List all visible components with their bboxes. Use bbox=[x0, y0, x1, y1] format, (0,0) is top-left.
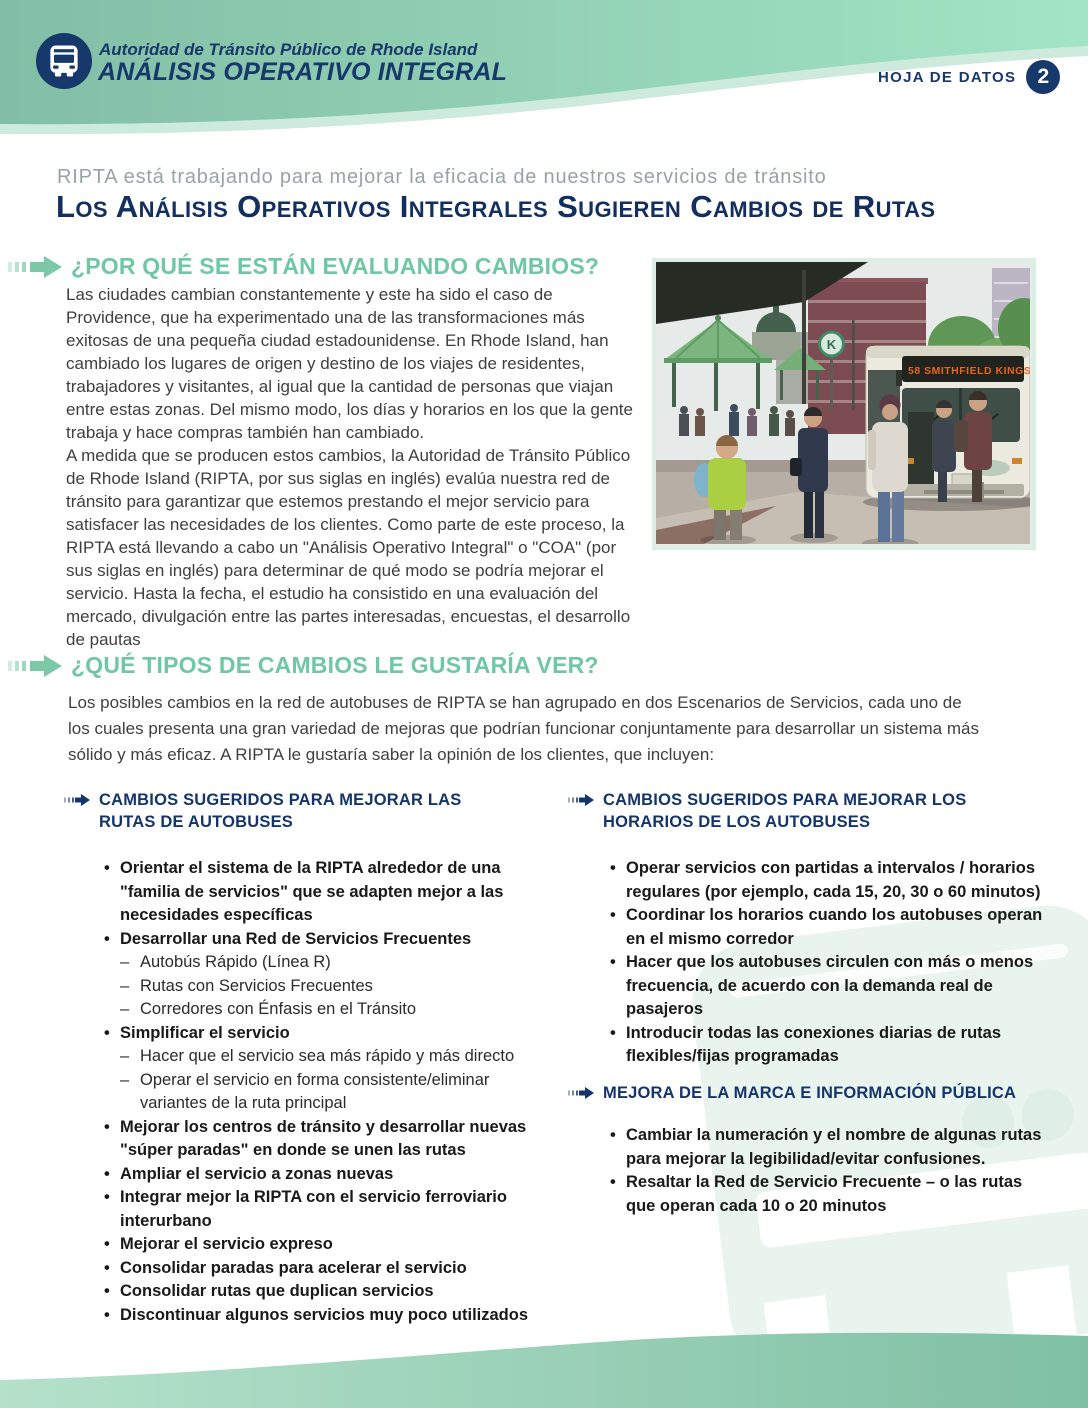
page-title: Los Análisis Operativos Integrales Sugieren Cambios de Rutas bbox=[56, 189, 936, 224]
org-name: Autoridad de Tránsito Público de Rhode Island bbox=[99, 40, 478, 59]
list-item: • Cambiar la numeración y el nombre de algunas rutas para mejorar la legibilidad/evitar confusiones. bbox=[608, 1124, 1046, 1171]
why-paragraph-1: Las ciudades cambian constantemente y este ha sido el caso de Providence, que ha experimentado una de las transformaciones más exitosas de una pequeña ciudad estadounidense. En Rhode Island, han cambiado los lugares de origen y destino de los viajes de residentes, trabajadores y visitantes, al igual que la cantidad de personas que viajan entre estas zonas. Del mismo modo, los días y horarios en los que la gente trabaja y hace compras también han cambiado. bbox=[66, 285, 633, 442]
schedule-changes-list bbox=[608, 857, 1046, 1069]
arrow-right-small-icon bbox=[568, 794, 594, 806]
list-item: • Ampliar el servicio a zonas nuevas bbox=[102, 1163, 538, 1187]
why-body-text bbox=[66, 283, 644, 651]
list-item: • Orientar el sistema de la RIPTA alrededor de una "familia de servicios" que se adapten mejor a las necesidades específicas bbox=[102, 857, 538, 928]
list-item: • Consolidar paradas para acelerar el servicio bbox=[102, 1257, 538, 1281]
list-item: • Desarrollar una Red de Servicios Frecuentes bbox=[102, 928, 538, 952]
branding-list bbox=[608, 1124, 1046, 1218]
list-item: • Discontinuar algunos servicios muy poco utilizados bbox=[102, 1304, 538, 1328]
arrow-right-small-icon bbox=[64, 794, 90, 806]
types-paragraph: Los posibles cambios en la red de autobuses de RIPTA se han agrupado en dos Escenarios de Servicios, cada uno de los cuales presenta una gran variedad de mejoras que podrían funcionar conjuntamente para desarrollar un sistema más sólido y más eficaz. A RIPTA le gustaría saber la opinión de los clientes, que incluyen: bbox=[68, 693, 979, 764]
sheet-number-badge: 2 bbox=[1026, 60, 1060, 94]
bus-stop-photo bbox=[652, 258, 1036, 550]
intro-kicker: RIPTA está trabajando para mejorar la eficacia de nuestros servicios de tránsito bbox=[57, 166, 827, 188]
list-item: • Resaltar la Red de Servicio Frecuente – o las rutas que operan cada 10 o 20 minutos bbox=[608, 1171, 1046, 1218]
arrow-right-icon bbox=[8, 655, 62, 677]
list-subitem: – Rutas con Servicios Frecuentes bbox=[120, 975, 538, 999]
section-why-heading: ¿POR QUÉ SE ESTÁN EVALUANDO CAMBIOS? bbox=[8, 253, 599, 280]
list-item: • Operar servicios con partidas a intervalos / horarios regulares (por ejemplo, cada 15, 20, 30 o 60 minutos) bbox=[608, 857, 1046, 904]
route-changes-heading: CAMBIOS SUGERIDOS PARA MEJORAR LAS RUTAS DE AUTOBUSES bbox=[64, 789, 516, 833]
section-types-heading: ¿QUÉ TIPOS DE CAMBIOS LE GUSTARÍA VER? bbox=[8, 652, 599, 679]
list-subitem: – Hacer que el servicio sea más rápido y más directo bbox=[120, 1045, 538, 1069]
list-subitem: – Operar el servicio en forma consistente/eliminar variantes de la ruta principal bbox=[120, 1069, 538, 1116]
bus-boarding-scene bbox=[656, 262, 1030, 544]
kiosk-letter: K bbox=[826, 337, 837, 352]
sheet-badge bbox=[878, 60, 1060, 94]
ripta-logo bbox=[36, 33, 92, 89]
why-paragraph-2: A medida que se producen estos cambios, la Autoridad de Tránsito Público de Rhode Island (RIPTA, por sus siglas en inglés) evalúa nuestra red de tránsito para garantizar que estemos prestando el mejor servicio para satisfacer las necesidades de los clientes. Como parte de este proceso, la RIPTA está llevando a cabo un "Análisis Operativo Integral" o "COA" (por sus siglas en inglés) para determinar de qué modo se podría mejorar el servicio. Hasta la fecha, el estudio ha consistido en una evaluación del mercado, divulgación entre las partes interesadas, encuestas, el desarrollo de pautas bbox=[66, 446, 631, 649]
list-item: • Coordinar los horarios cuando los autobuses operan en el mismo corredor bbox=[608, 904, 1046, 951]
list-item: • Hacer que los autobuses circulen con más o menos frecuencia, de acuerdo con la demanda real de pasajeros bbox=[608, 951, 1046, 1022]
list-subitem: – Autobús Rápido (Línea R) bbox=[120, 951, 538, 975]
sheet-label: HOJA DE DATOS bbox=[878, 68, 1017, 86]
bus-headsign: 58 SMITHFIELD KINGS bbox=[908, 365, 1030, 377]
route-changes-list bbox=[102, 857, 538, 1327]
arrow-right-icon bbox=[8, 256, 62, 278]
list-item: • Mejorar el servicio expreso bbox=[102, 1233, 538, 1257]
list-item: • Consolidar rutas que duplican servicios bbox=[102, 1280, 538, 1304]
bus-icon bbox=[44, 41, 84, 81]
list-item: • Mejorar los centros de tránsito y desarrollar nuevas "súper paradas" en donde se unen las rutas bbox=[102, 1116, 538, 1163]
list-subitem: – Corredores con Énfasis en el Tránsito bbox=[120, 998, 538, 1022]
list-item: • Introducir todas las conexiones diarias de rutas flexibles/fijas programadas bbox=[608, 1022, 1046, 1069]
schedule-changes-heading: CAMBIOS SUGERIDOS PARA MEJORAR LOS HORARIOS DE LOS AUTOBUSES bbox=[568, 789, 1030, 833]
arrow-right-small-icon bbox=[568, 1087, 594, 1099]
list-item: • Simplificar el servicio bbox=[102, 1022, 538, 1046]
footer-wave bbox=[0, 1328, 1088, 1408]
list-item: • Integrar mejor la RIPTA con el servicio ferroviario interurbano bbox=[102, 1186, 538, 1233]
branding-heading: MEJORA DE LA MARCA E INFORMACIÓN PÚBLICA bbox=[568, 1082, 1030, 1104]
header-title: ANÁLISIS OPERATIVO INTEGRAL bbox=[98, 58, 508, 86]
